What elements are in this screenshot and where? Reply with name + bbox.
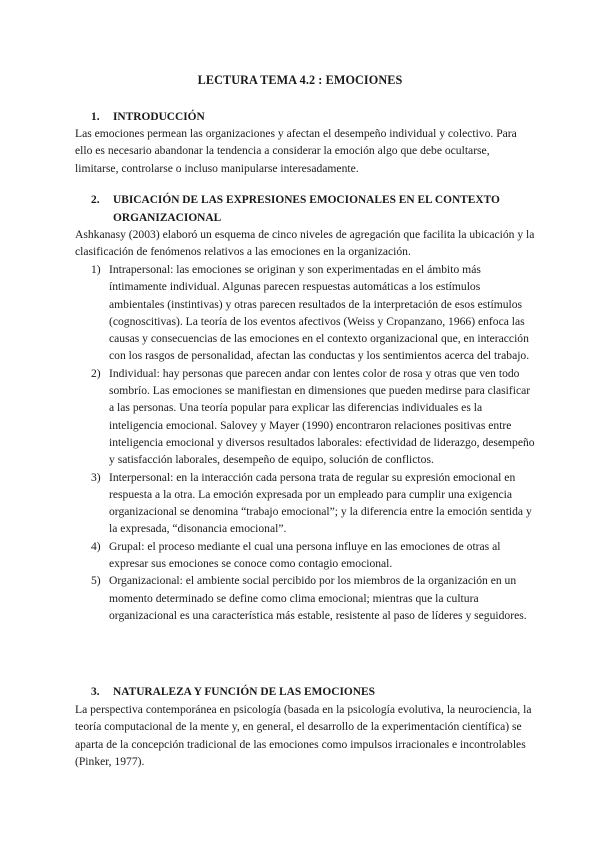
list-item [75, 365, 535, 469]
list-item-text: Organizacional: el ambiente social percibido por los miembros de la organización en un momento determinado se define como clima emocional; mientras que la cultura organizacional es una característica más estable, resistente al paso de líderes y seguidores. [109, 574, 527, 622]
section-1-number: 1. [91, 111, 100, 123]
section-2-number: 2. [91, 194, 100, 206]
list-item-text: Individual: hay personas que parecen andar con lentes color de rosa y otras que ven todo sombrío. Las emociones se manifiestan en dimensiones que pueden medirse para clasificar a las personas. Una teoría popular para explicar las diferencias individuales es la inteligencia emocional. Salovey y Mayer (1990) encontraron relaciones positivas entre inteligencia emocional y diversos resultados laborales: efectividad de liderazgo, desempeño y satisfacción laborales, desempeño de equipo, solución de conflictos. [109, 366, 535, 467]
section-2-title-cont: ORGANIZACIONAL [113, 211, 222, 224]
section-3-heading [91, 684, 531, 702]
list-marker: 2) [91, 366, 101, 380]
section-2-list [75, 261, 535, 624]
list-item [75, 469, 535, 538]
list-item [75, 261, 535, 365]
section-3-paragraph: La perspectiva contemporánea en psicología (basada en la psicología evolutiva, la neurociencia, la teoría computacional de la mente y, en general, el desarrollo de la experimentación científica) se aparta de la concepción tradicional de las emociones como impulsos irracionales e incontrolables (Pinker, 1977). [75, 703, 532, 768]
section-3-number: 3. [91, 686, 100, 698]
list-marker: 3) [91, 470, 101, 484]
list-marker: 4) [91, 539, 101, 553]
section-2-paragraph: Ashkanasy (2003) elaboró un esquema de cinco niveles de agregación que facilita la ubicación y la clasificación de fenómenos relativos a las emociones en la organización. [75, 228, 535, 259]
section-3-title: NATURALEZA Y FUNCIÓN DE LAS EMOCIONES [113, 686, 375, 698]
list-item [75, 538, 535, 573]
section-2-title: UBICACIÓN DE LAS EXPRESIONES EMOCIONALES EN EL CONTEXTO [113, 194, 500, 206]
list-item [75, 572, 535, 624]
section-1-paragraph: Las emociones permean las organizaciones y afectan el desempeño individual y colectivo. Para ello es necesario abandonar la tendencia a considerar la emoción algo que debe ocultarse, limitarse, controlarse o incluso manipularse interesadamente. [75, 127, 517, 175]
list-item-text: Grupal: el proceso mediante el cual una persona influye en las emociones de otras al expresar sus emociones se conoce como contagio emocional. [109, 539, 501, 571]
document-title: LECTURA TEMA 4.2 : EMOCIONES [197, 73, 403, 87]
list-item-text: Interpersonal: en la interacción cada persona trata de regular su expresión emocional en respuesta a la otra. La emoción expresada por un empleado para cumplir una exigencia organizacional se denomina “trabajo emocional”; y la diferencia entre la emoción sentida y la expresada, “disonancia emocional”. [109, 470, 532, 536]
list-marker: 5) [91, 574, 101, 588]
list-item-text: Intrapersonal: las emociones se originan y son experimentadas en el ámbito más íntimamente individual. Algunas parecen respuestas automáticas a los estímulos ambientales (instintivas) y otras parecen resultados de la interpretación de esos estímulos (cognoscitivas). La teoría de los eventos afectivos (Weiss y Cropanzano, 1966) enfoca las causas y consecuencias de las emociones en el contexto organizacional que, en interacción con los rasgos de personalidad, afectan las conductas y los sentimientos acerca del trabajo. [109, 263, 530, 363]
section-2-heading [91, 192, 531, 227]
section-1-title: INTRODUCCIÓN [113, 111, 205, 123]
section-1-heading [91, 109, 531, 127]
list-marker: 1) [91, 263, 101, 276]
